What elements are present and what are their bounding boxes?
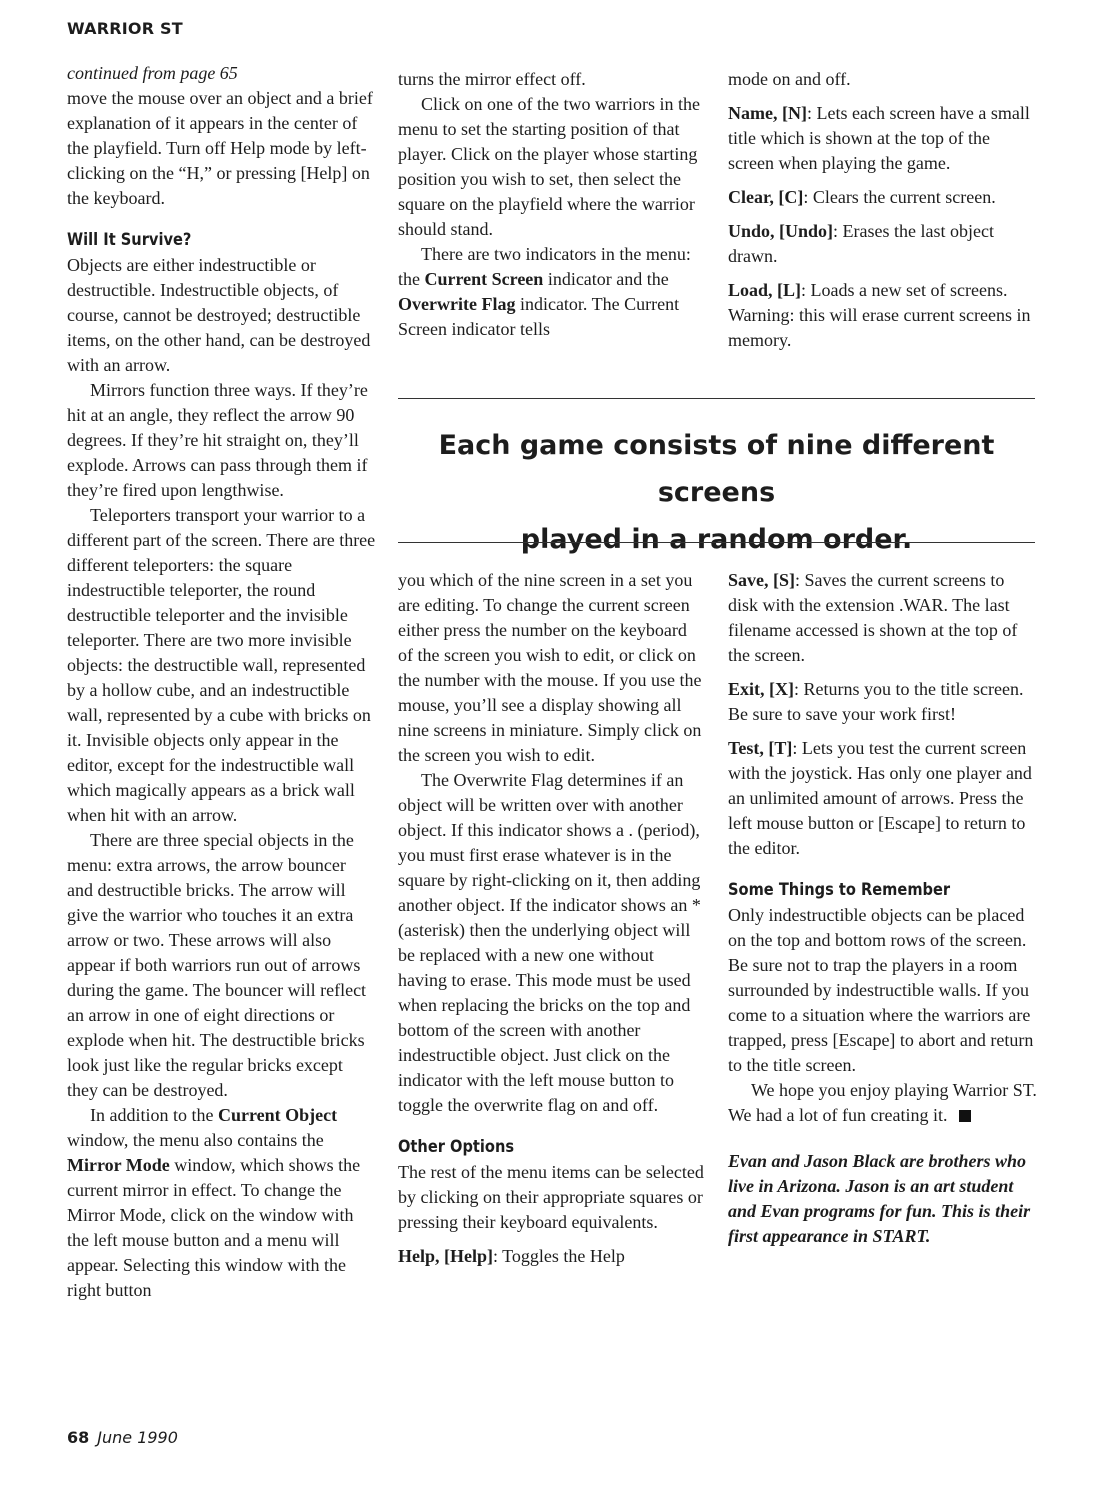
entry-save — [728, 568, 1037, 668]
right-column-bottom — [728, 568, 1037, 1249]
paragraph-help-mode: move the mouse over an object and a brief explanation of it appears in the center of the playfield. Turn off Help mode by left-clicking on the “H,” or pressing [Help] on the keyboard. — [67, 88, 373, 208]
paragraph-closing-text: We hope you enjoy playing Warrior ST. We had a lot of fun creating it. — [728, 1080, 1037, 1125]
term-clear: Clear, [C] — [728, 187, 804, 207]
term-exit: Exit, [X] — [728, 679, 794, 699]
paragraph-current-screen: you which of the nine screen in a set you are editing. To change the current screen either press the number on the keyboard of the screen you wish to edit, or click on the number with the mouse. If you use the mouse, you’ll see a display showing all nine screens in miniature. Simply click on the screen you wish to edit. — [398, 570, 702, 765]
paragraph-mirror-mode — [67, 1103, 376, 1303]
term-load: Load, [L] — [728, 280, 802, 300]
paragraph-mirrors: Mirrors function three ways. If they’re hit at an angle, they reflect the arrow 90 degrees. If they’re hit straight on, they’ll explode. Arrows can pass through them if they’re fired upon lengthwise. — [67, 380, 368, 500]
heading-will-it-survive: Will It Survive? — [67, 230, 192, 250]
entry-save-text: : Saves the current screens to disk with the extension .WAR. The last filename accessed is shown at the top of the screen. — [728, 570, 1018, 665]
term-help: Help, [Help] — [398, 1246, 493, 1266]
term-test: Test, [T] — [728, 738, 793, 758]
entry-name-text: : Lets each screen have a small title which is shown at the top of the screen when playing the game. — [728, 103, 1030, 173]
entry-clear — [728, 185, 1037, 210]
running-head: WARRIOR ST — [67, 19, 183, 38]
paragraph-special-objects: There are three special objects in the menu: extra arrows, the arrow bouncer and destructible bricks. The arrow will give the warrior who touches it an extra arrow or two. These arrows will also appear if both warriors run out of arrows during the game. The bouncer will reflect an arrow in one of eight directions or explode when hit. The destructible bricks look just like the regular bricks except they can be destroyed. — [67, 830, 367, 1100]
entry-test-text: : Lets you test the current screen with the joystick. Has only one player and an unlimited amount of arrows. Press the left mouse button or [Escape] to return to the editor. — [728, 738, 1032, 858]
left-column — [67, 61, 376, 1303]
pull-quote-top-rule — [398, 398, 1035, 399]
paragraph-mirror-mode-text: window, the menu also contains the — [67, 1130, 324, 1150]
paragraph-mode-toggle: mode on and off. — [728, 69, 851, 89]
paragraph-closing — [728, 1078, 1037, 1128]
heading-some-things-to-remember: Some Things to Remember — [728, 880, 951, 900]
issue-date: June 1990 — [97, 1428, 178, 1447]
paragraph-indicators-text: indicator and the — [543, 269, 669, 289]
end-mark-square-icon — [959, 1110, 971, 1122]
heading-other-options: Other Options — [398, 1137, 515, 1157]
term-mirror-mode: Mirror Mode — [67, 1155, 170, 1175]
page-footer — [67, 1428, 178, 1447]
paragraph-teleporters: Teleporters transport your warrior to a different part of the screen. There are three different teleporters: the square indestructible teleporter, the round destructible teleporter and the invisible teleporter. There are two more invisible objects: the destructible wall, represented by a hollow cube, and an indestructible wall, represented by a cube with bricks on it. Invisible objects only appear in the editor, except for the indestructible wall which magically appears as a brick wall when hit with an arrow. — [67, 505, 376, 825]
paragraph-warriors: Click on one of the two warriors in the menu to set the starting position of that player. Click on the player whose starting position you wish to set, then select the square on the playfield where the warrior should stand. — [398, 94, 700, 239]
paragraph-indicators — [398, 242, 706, 342]
entry-undo-text: : Erases the last object drawn. — [728, 221, 994, 266]
term-save: Save, [S] — [728, 570, 795, 590]
paragraph-overwrite-flag: The Overwrite Flag determines if an object will be written over with another object. If this indicator shows a . (period), you must first erase whatever is in the square by right-clicking on it, then adding another object. If the indicator shows an * (asterisk) then the underlying object will be replaced with a new one without having to erase. This mode must be used when replacing the bricks on the top and bottom of the screen with another indestructible object. Just click on the indicator with the left mouse button to toggle the overwrite flag on and off. — [398, 770, 701, 1115]
paragraph-mirror-mode-text: window, which shows the current mirror in effect. To change the Mirror Mode, click on the window with the left mouse button and a menu will appear. Selecting this window with the right button — [67, 1155, 361, 1300]
entry-load-text: : Loads a new set of screens. Warning: this will erase current screens in memory. — [728, 280, 1031, 350]
term-overwrite-flag: Overwrite Flag — [398, 294, 516, 314]
entry-help — [398, 1244, 706, 1269]
entry-test — [728, 736, 1037, 861]
pull-quote-line-1: Each game consists of nine different screens — [438, 430, 995, 508]
entry-undo — [728, 219, 1037, 269]
entry-help-text: : Toggles the Help — [493, 1246, 625, 1266]
pull-quote-bottom-rule — [398, 542, 1035, 543]
paragraph-indicators-text: There are two indicators in the menu: the — [398, 244, 691, 289]
author-bio: Evan and Jason Black are brothers who live in Arizona. Jason is an art student and Evan programs for fun. This is their first appearance in START. — [728, 1151, 1031, 1246]
term-current-object: Current Object — [217, 1105, 338, 1125]
term-current-screen: Current Screen — [424, 269, 544, 289]
page-number: 68 — [67, 1428, 90, 1447]
paragraph-mirror-off: turns the mirror effect off. — [398, 69, 586, 89]
paragraph-indicators-text: indicator. The Current Screen indicator tells — [398, 294, 680, 339]
entry-load — [728, 278, 1037, 353]
right-column-top — [728, 67, 1037, 353]
continued-from-note: continued from page 65 — [67, 63, 238, 83]
paragraph-mirror-mode-text: In addition to the — [90, 1105, 218, 1125]
entry-exit-text: : Returns you to the title screen. Be sure to save your work first! — [728, 679, 1024, 724]
pull-quote-line-2: played in a random order. — [520, 524, 913, 555]
entry-name — [728, 101, 1037, 176]
term-undo: Undo, [Undo] — [728, 221, 834, 241]
middle-column-top — [398, 67, 706, 342]
entry-clear-text: : Clears the current screen. — [803, 187, 996, 207]
entry-exit — [728, 677, 1037, 727]
paragraph-menu-items: The rest of the menu items can be selected by clicking on their appropriate squares or pressing their keyboard equivalents. — [398, 1162, 704, 1232]
middle-column-bottom — [398, 568, 706, 1269]
paragraph-remember: Only indestructible objects can be placed on the top and bottom rows of the screen. Be sure not to trap the players in a room surrounded by indestructible walls. If you come to a situation where the warriors are trapped, press [Escape] to abort and return to the title screen. — [728, 905, 1034, 1075]
paragraph-objects: Objects are either indestructible or destructible. Indestructible objects, of course, cannot be destroyed; destructible items, on the other hand, can be destroyed with an arrow. — [67, 255, 371, 375]
term-name: Name, [N] — [728, 103, 807, 123]
